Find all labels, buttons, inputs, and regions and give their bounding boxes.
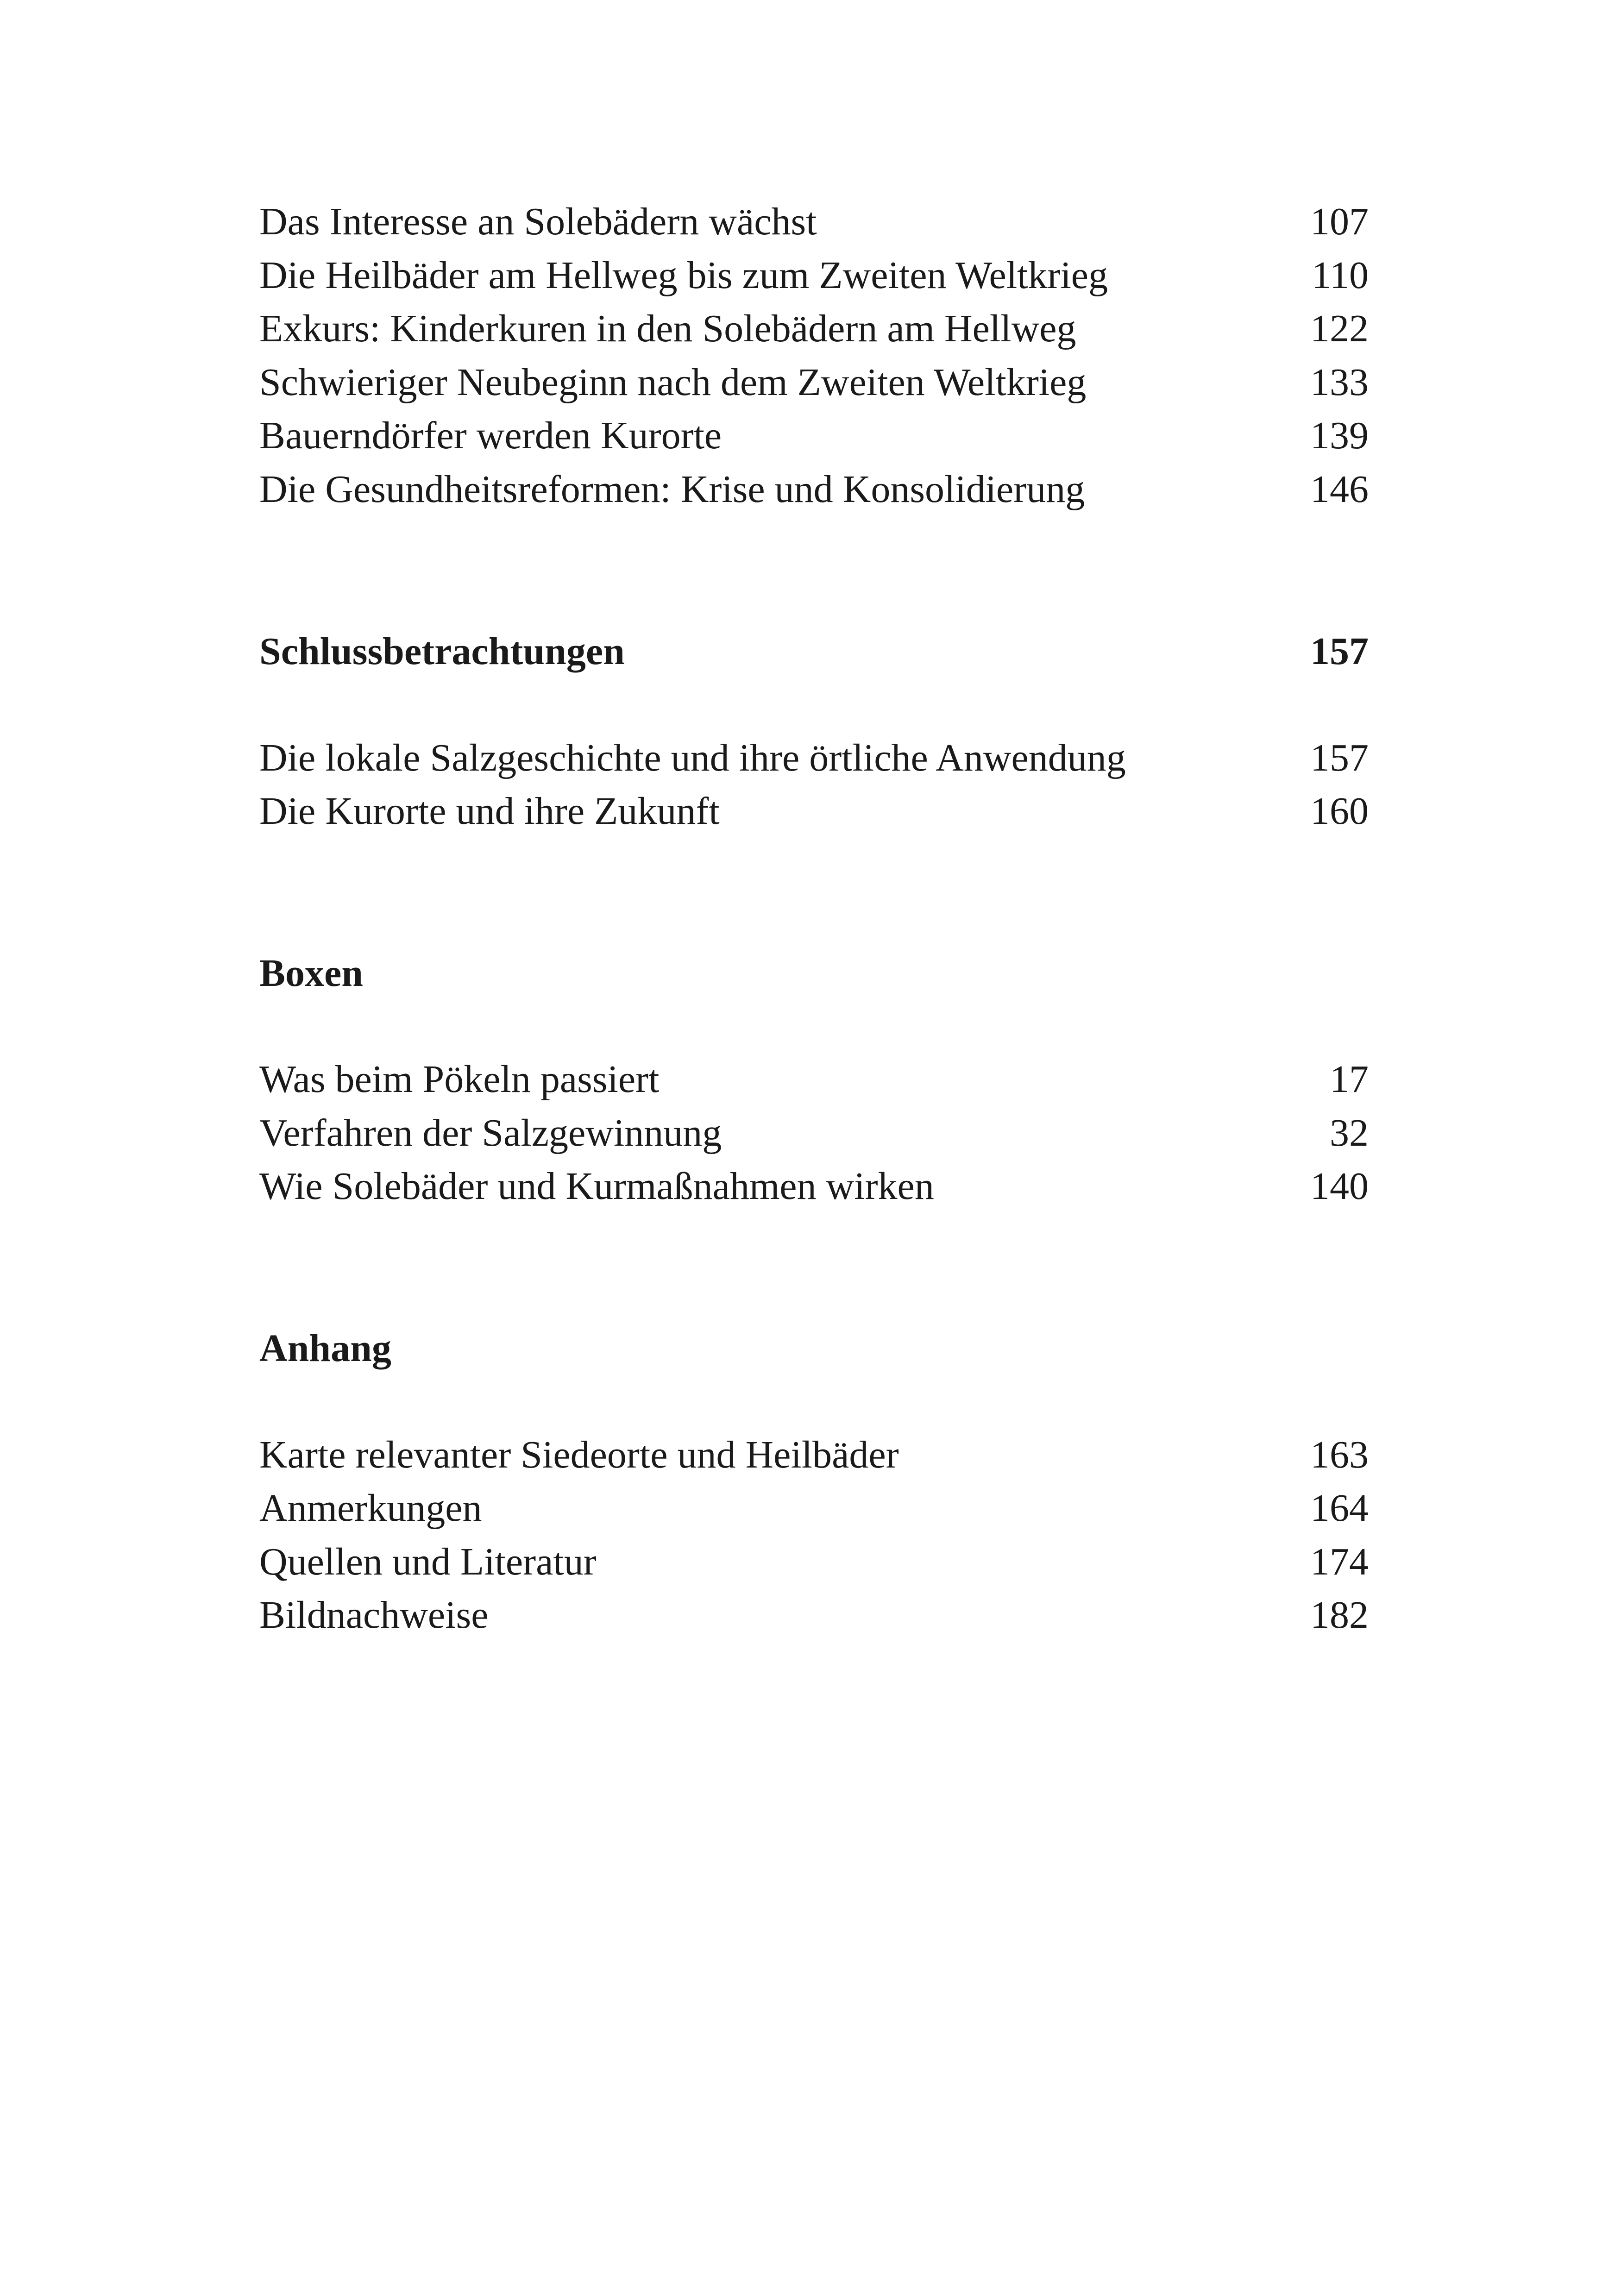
toc-entry: [259, 1483, 1369, 1534]
toc-entry-title: Das Interesse an Solebädern wächst: [259, 200, 817, 243]
toc-entry-page: 139: [1310, 414, 1369, 457]
toc-entry: [259, 357, 1369, 408]
toc-entry-page: 157: [1310, 736, 1369, 779]
toc-heading-title: Schlussbetrachtungen: [259, 630, 625, 673]
toc-entry: [259, 1430, 1369, 1480]
toc-entry-title: Bildnachweise: [259, 1593, 489, 1637]
toc-section-heading-boxen: [259, 948, 1369, 999]
toc-entry-page: 140: [1310, 1165, 1369, 1208]
toc-entry: [259, 1537, 1369, 1587]
toc-entry-page: 122: [1310, 307, 1369, 350]
toc-heading-title: Anhang: [259, 1327, 391, 1370]
toc-section-heading-schlussbetrachtungen: [259, 626, 1369, 677]
toc-entry: [259, 250, 1369, 301]
toc-entry: [259, 1108, 1369, 1159]
toc-heading-page: 157: [1310, 630, 1369, 673]
toc-entry-title: Exkurs: Kinderkuren in den Solebädern am Hellweg: [259, 307, 1076, 350]
toc-section-heading-anhang: [259, 1323, 1369, 1374]
toc-entry-title: Verfahren der Salzgewinnung: [259, 1111, 722, 1154]
toc-entry-page: 32: [1330, 1111, 1369, 1154]
toc-entry: [259, 196, 1369, 247]
toc-entry-page: 17: [1330, 1058, 1369, 1101]
toc-entry-title: Was beim Pökeln passiert: [259, 1058, 660, 1101]
toc-entry-title: Die Kurorte und ihre Zukunft: [259, 790, 720, 833]
toc-entry-title: Die Gesundheitsreformen: Krise und Konsolidierung: [259, 468, 1085, 511]
toc-entry-page: 133: [1310, 361, 1369, 404]
toc-entry: [259, 1590, 1369, 1641]
toc-entry-title: Anmerkungen: [259, 1487, 482, 1530]
toc-entry-title: Wie Solebäder und Kurmaßnahmen wirken: [259, 1165, 934, 1208]
toc-entry-title: Bauerndörfer werden Kurorte: [259, 414, 722, 457]
toc-entry-title: Die lokale Salzgeschichte und ihre örtliche Anwendung: [259, 736, 1126, 779]
toc-entry-page: 182: [1310, 1593, 1369, 1637]
toc-entry-title: Die Heilbäder am Hellweg bis zum Zweiten Weltkrieg: [259, 254, 1108, 297]
toc-entry-page: 164: [1310, 1487, 1369, 1530]
toc-entry-page: 174: [1310, 1540, 1369, 1583]
toc-entry-page: 110: [1312, 254, 1369, 297]
toc-entry-page: 146: [1310, 468, 1369, 511]
toc-entry-title: Quellen und Literatur: [259, 1540, 597, 1583]
toc-entry-page: 107: [1310, 200, 1369, 243]
toc-entry: [259, 464, 1369, 515]
toc-entry-page: 163: [1310, 1433, 1369, 1476]
toc-heading-title: Boxen: [259, 952, 364, 995]
toc-entry: [259, 786, 1369, 837]
toc-entry: [259, 1161, 1369, 1212]
toc-entry-page: 160: [1310, 790, 1369, 833]
toc-entry: [259, 303, 1369, 354]
toc-entry-title: Karte relevanter Siedeorte und Heilbäder: [259, 1433, 899, 1476]
toc-entry: [259, 733, 1369, 784]
toc-entry-title: Schwieriger Neubeginn nach dem Zweiten Weltkrieg: [259, 361, 1087, 404]
toc-entry: [259, 410, 1369, 461]
toc-entry: [259, 1054, 1369, 1105]
